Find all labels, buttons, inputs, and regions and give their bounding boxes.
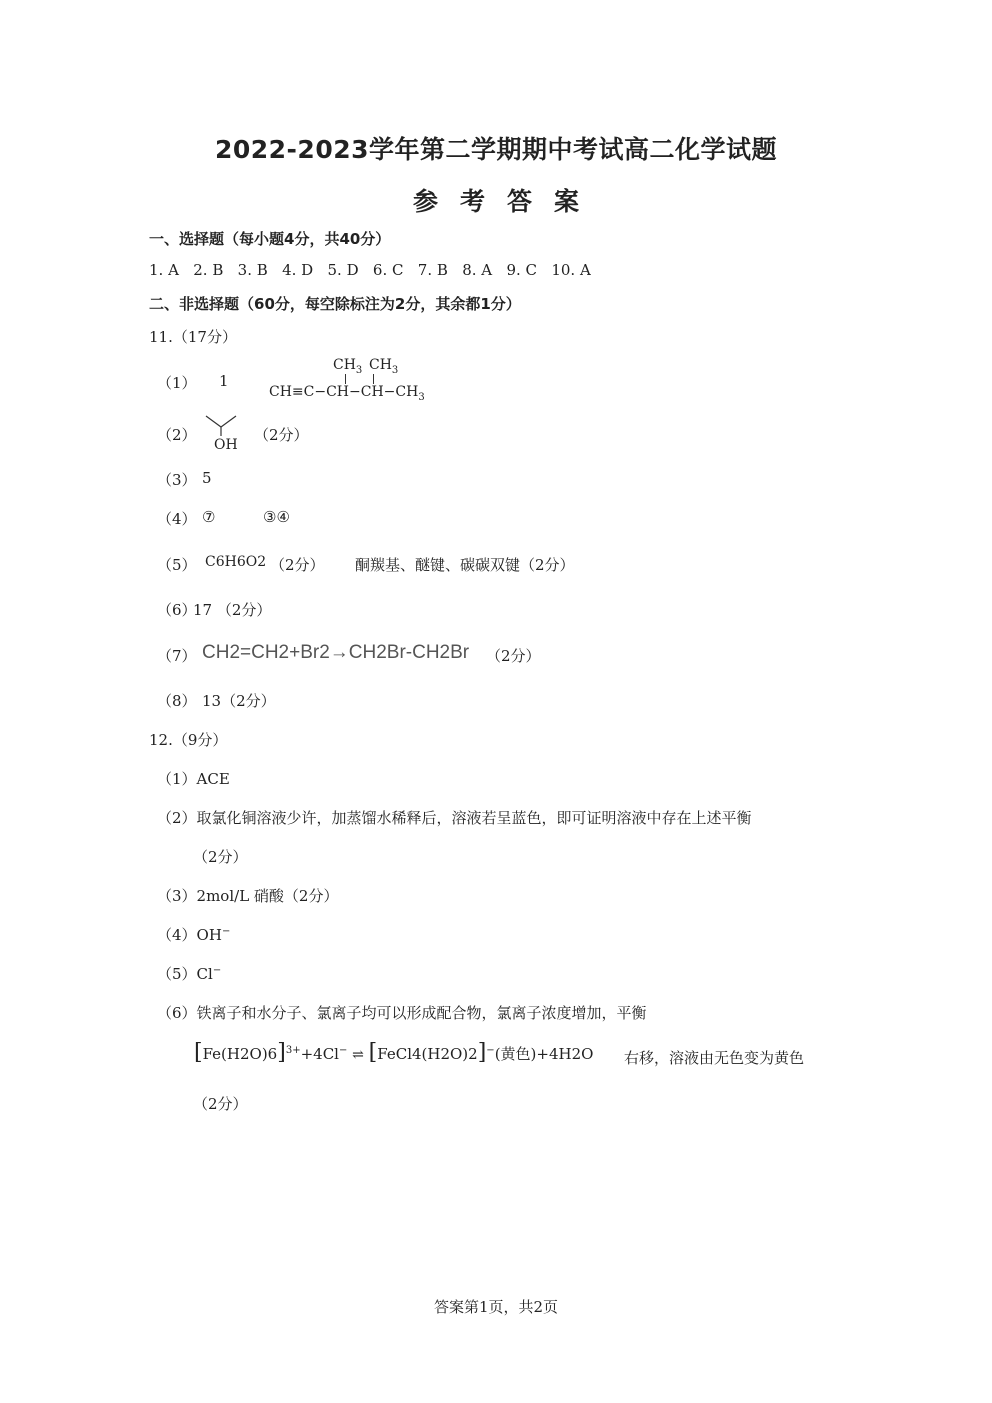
q12-p5: （5）Cl− xyxy=(157,965,222,983)
q11-p4-answer2: ③④ xyxy=(263,508,290,526)
q11-p1-methyl-2: $CH_3$ xyxy=(369,357,399,376)
q12-p3: （3）2mol/L 硝酸（2分） xyxy=(157,887,339,905)
page-footer: 答案第1页，共2页 xyxy=(433,1298,559,1316)
reversible-arrow-icon: ⇌ xyxy=(352,1047,364,1063)
q11-p6-label: （6） xyxy=(157,601,197,619)
page-subtitle: 参考答案 xyxy=(412,187,601,216)
bond-line xyxy=(373,374,374,384)
q11-p1-answer: 1 xyxy=(219,372,229,390)
section2-heading: 二、非选择题（60分，每空除标注为2分，其余都1分） xyxy=(149,295,521,313)
q11-p4-label: （4） xyxy=(157,510,197,528)
mc-answer: 7. B xyxy=(417,261,448,279)
q11-p1-formula: $CH\equiv C-CH-CH-CH_3$ xyxy=(269,384,425,403)
q11-p5-answer2: 酮羰基、醚键、碳碳双键（2分） xyxy=(355,556,575,574)
mc-answer: 9. C xyxy=(506,261,538,279)
q11-p5-score: （2分） xyxy=(270,556,325,574)
q11-p1-methyl-1: $CH_3$ xyxy=(333,357,363,376)
q11-p2-label: （2） xyxy=(157,426,197,444)
mc-answer: 6. C xyxy=(372,261,404,279)
q11-p8-answer: 13（2分） xyxy=(202,692,276,710)
q11-p1-label: （1） xyxy=(157,374,197,392)
q11-p3-label: （3） xyxy=(157,471,197,489)
mc-answer: 5. D xyxy=(327,261,359,279)
q11-p2-oh: OH xyxy=(214,437,238,453)
q11-p7-score: （2分） xyxy=(486,647,541,665)
mc-answer: 2. B xyxy=(193,261,224,279)
q11-p5-formula: C6H6O2 xyxy=(205,554,267,570)
q12-p6-line1: （6）铁离子和水分子、氯离子均可以形成配合物，氯离子浓度增加，平衡 xyxy=(157,1004,647,1022)
q11-p2-score: （2分） xyxy=(254,426,309,444)
q12-p2-line2: （2分） xyxy=(193,848,248,866)
mc-answers xyxy=(149,261,591,279)
mc-answer: 3. B xyxy=(237,261,268,279)
q12-p4: （4）OH− xyxy=(157,926,231,944)
mc-answer: 1. A xyxy=(149,261,179,279)
q11-p6-answer: 17 （2分） xyxy=(193,601,272,619)
q12-p2-line1: （2）取氯化铜溶液少许，加蒸馏水稀释后，溶液若呈蓝色，即可证明溶液中存在上述平衡 xyxy=(157,809,752,827)
q11-header: 11.（17分） xyxy=(149,328,237,346)
bond-line xyxy=(345,374,346,384)
section1-heading: 一、选择题（每小题4分，共40分） xyxy=(149,230,391,248)
skeletal-structure-diagram xyxy=(202,413,242,437)
q11-p3-answer: 5 xyxy=(202,469,212,487)
q11-p7-label: （7） xyxy=(157,647,197,665)
mc-answer: 8. A xyxy=(462,261,493,279)
q11-p7-equation: CH2=CH2+Br2→CH2Br-CH2Br xyxy=(202,642,470,663)
mc-answer: 4. D xyxy=(282,261,314,279)
q12-p6-conclusion: 右移，溶液由无色变为黄色 xyxy=(624,1049,805,1067)
q11-p4-answer1: ⑦ xyxy=(202,508,216,526)
q12-header: 12.（9分） xyxy=(149,731,228,749)
page-title: 2022-2023学年第二学期期中考试高二化学试题 xyxy=(214,135,778,164)
q11-p5-label: （5） xyxy=(157,556,197,574)
q12-p1: （1）ACE xyxy=(157,770,230,788)
q12-p6-equation: $[Fe(H2O)6]^{3+}+4Cl^-$ ⇌ [FeCl4(H2O)2]−(黄色)+4H2O xyxy=(194,1040,594,1065)
q11-p8-label: （8） xyxy=(157,692,197,710)
q12-p6-score: （2分） xyxy=(193,1095,248,1113)
mc-answer: 10. A xyxy=(551,261,591,279)
